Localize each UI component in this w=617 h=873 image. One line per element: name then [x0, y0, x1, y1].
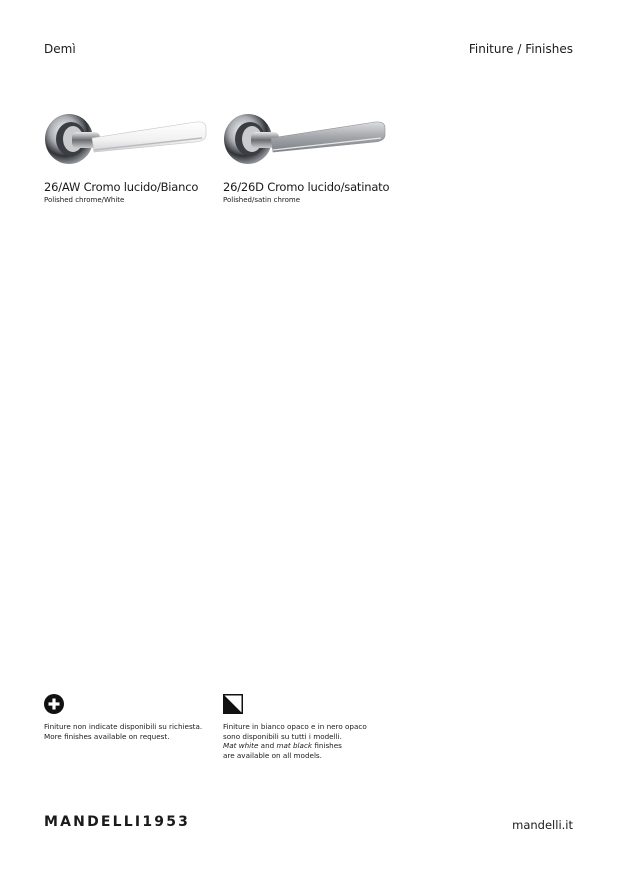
note-emphasis: mat black	[276, 741, 313, 751]
product-code: 26/AW Cromo lucido/Bianco	[44, 180, 199, 194]
product-subtitle: Polished/satin chrome	[223, 196, 301, 204]
product-subtitle: Polished chrome/White	[44, 196, 125, 204]
note-emphasis: Mat white	[223, 741, 259, 751]
note-text: sono disponibili su tutti i modelli.	[223, 731, 342, 741]
product-card	[44, 108, 224, 204]
half-diagonal-square-icon	[223, 694, 243, 714]
page-title: Demì	[44, 42, 76, 56]
plus-circle-icon	[44, 694, 64, 714]
note-text: are available on all models.	[223, 750, 322, 760]
mat-finishes-note	[223, 694, 367, 760]
note-text: Finiture in bianco opaco e in nero opaco	[223, 722, 367, 732]
note-text: and	[258, 741, 277, 751]
section-title: Finiture / Finishes	[468, 42, 573, 56]
brand-logo: MANDELLI1953	[44, 814, 191, 830]
product-card	[223, 108, 403, 204]
note-text: More finishes available on request.	[44, 731, 170, 741]
note-text: finishes	[312, 741, 342, 751]
more-finishes-note	[44, 694, 202, 741]
door-handle-satin-image	[223, 108, 393, 170]
note-text: Finiture non indicate disponibili su richiesta.	[44, 722, 203, 732]
website-link[interactable]: mandelli.it	[512, 818, 573, 832]
note-text	[223, 741, 367, 750]
door-handle-white-image	[44, 108, 214, 170]
product-code: 26/26D Cromo lucido/satinato	[223, 180, 390, 194]
